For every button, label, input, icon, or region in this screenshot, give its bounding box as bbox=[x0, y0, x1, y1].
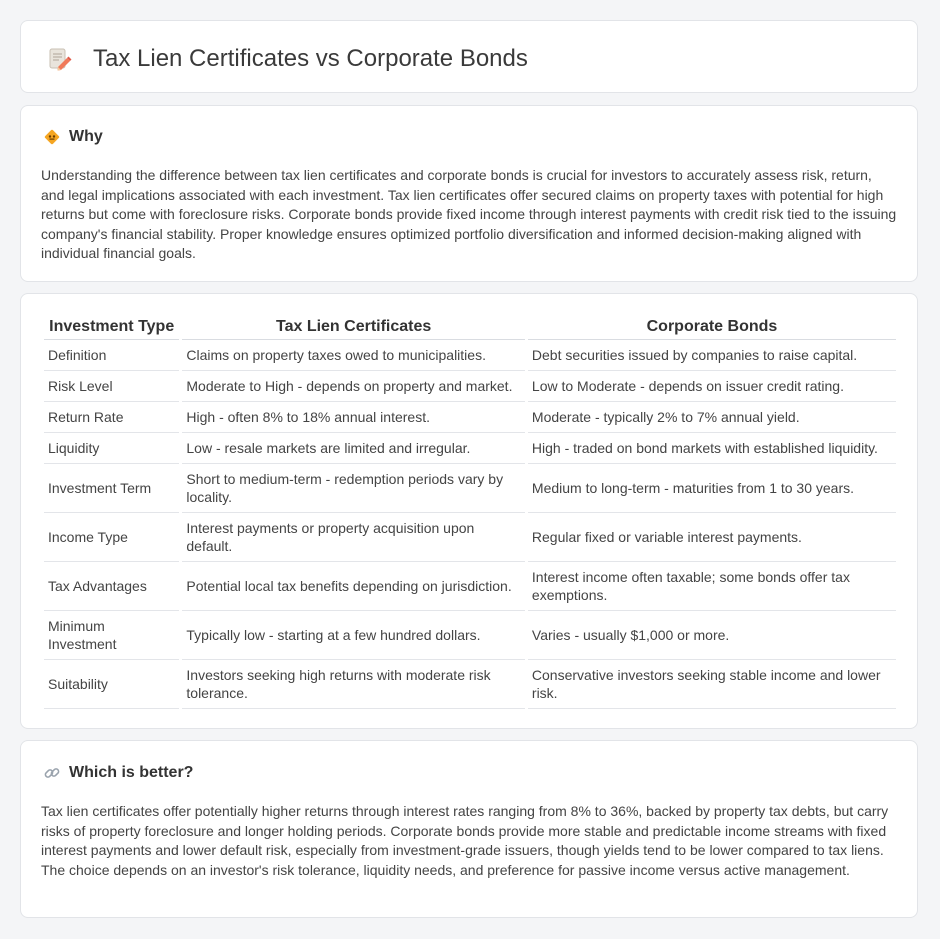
row-label: Investment Term bbox=[44, 464, 179, 513]
row-label: Suitability bbox=[44, 660, 179, 709]
header-investment-type: Investment Type bbox=[44, 316, 179, 340]
tax-lien-cell: High - often 8% to 18% annual interest. bbox=[182, 402, 525, 433]
corporate-bond-cell: Interest income often taxable; some bonds offer tax exemptions. bbox=[528, 562, 896, 611]
table-row bbox=[44, 611, 896, 660]
why-heading: Why bbox=[69, 128, 103, 145]
document-pencil-icon bbox=[47, 46, 73, 72]
better-body: Tax lien certificates offer potentially higher returns through interest rates ranging from 8% to 36%, backed by property tax debts, but carry risks of property foreclosure and longer holding periods. Corporate bonds provide more stable and predictable income streams with fixed interest payments and lower default risk, especially from investment-grade issuers, though yields tend to be lower compared to tax liens. The choice depends on an investor's risk tolerance, liquidity needs, and preference for passive income versus active management. bbox=[41, 803, 889, 878]
page-title: Tax Lien Certificates vs Corporate Bonds bbox=[93, 45, 528, 72]
corporate-bond-cell: Debt securities issued by companies to raise capital. bbox=[528, 340, 896, 371]
row-label: Tax Advantages bbox=[44, 562, 179, 611]
corporate-bond-cell: Medium to long-term - maturities from 1 to 30 years. bbox=[528, 464, 896, 513]
which-is-better-section bbox=[20, 740, 918, 918]
row-label: Return Rate bbox=[44, 402, 179, 433]
row-label: Definition bbox=[44, 340, 179, 371]
diamond-sign-icon bbox=[43, 128, 61, 146]
table-row bbox=[44, 562, 896, 611]
table-row bbox=[44, 371, 896, 402]
title-card bbox=[20, 20, 918, 93]
tax-lien-cell: Moderate to High - depends on property and market. bbox=[182, 371, 525, 402]
tax-lien-cell: Short to medium-term - redemption periods vary by locality. bbox=[182, 464, 525, 513]
corporate-bond-cell: Conservative investors seeking stable income and lower risk. bbox=[528, 660, 896, 709]
table-header-row bbox=[44, 316, 896, 340]
tax-lien-cell: Typically low - starting at a few hundred dollars. bbox=[182, 611, 525, 660]
corporate-bond-cell: High - traded on bond markets with established liquidity. bbox=[528, 433, 896, 464]
comparison-section bbox=[20, 293, 918, 729]
corporate-bond-cell: Varies - usually $1,000 or more. bbox=[528, 611, 896, 660]
tax-lien-cell: Claims on property taxes owed to municipalities. bbox=[182, 340, 525, 371]
why-body: Understanding the difference between tax lien certificates and corporate bonds is crucial for investors to accurately assess risk, return, and legal implications associated with each investment. Tax lien certificates offer secured claims on property taxes with potential for high returns but come with foreclosure risks. Corporate bonds provide fixed income through interest payments with credit risk tied to the issuing company's financial stability. Proper knowledge ensures optimized portfolio diversification and informed decision-making aligned with individual financial goals. bbox=[41, 167, 897, 261]
row-label: Liquidity bbox=[44, 433, 179, 464]
link-icon bbox=[43, 764, 61, 782]
table-row bbox=[44, 402, 896, 433]
title-row bbox=[47, 45, 528, 73]
table-row bbox=[44, 433, 896, 464]
header-corporate-bonds: Corporate Bonds bbox=[528, 316, 896, 340]
row-label: Income Type bbox=[44, 513, 179, 562]
corporate-bond-cell: Regular fixed or variable interest payments. bbox=[528, 513, 896, 562]
tax-lien-cell: Low - resale markets are limited and irregular. bbox=[182, 433, 525, 464]
better-heading-row bbox=[43, 764, 193, 782]
why-heading-row bbox=[43, 128, 103, 146]
comparison-table bbox=[41, 316, 899, 709]
corporate-bond-cell: Low to Moderate - depends on issuer credit rating. bbox=[528, 371, 896, 402]
table-row bbox=[44, 464, 896, 513]
table-row bbox=[44, 513, 896, 562]
row-label: Minimum Investment bbox=[44, 611, 179, 660]
table-row bbox=[44, 660, 896, 709]
row-label: Risk Level bbox=[44, 371, 179, 402]
why-section bbox=[20, 105, 918, 282]
tax-lien-cell: Investors seeking high returns with moderate risk tolerance. bbox=[182, 660, 525, 709]
tax-lien-cell: Potential local tax benefits depending on jurisdiction. bbox=[182, 562, 525, 611]
corporate-bond-cell: Moderate - typically 2% to 7% annual yield. bbox=[528, 402, 896, 433]
header-tax-lien: Tax Lien Certificates bbox=[182, 316, 525, 340]
better-heading: Which is better? bbox=[69, 764, 194, 781]
table-row bbox=[44, 340, 896, 371]
tax-lien-cell: Interest payments or property acquisition upon default. bbox=[182, 513, 525, 562]
